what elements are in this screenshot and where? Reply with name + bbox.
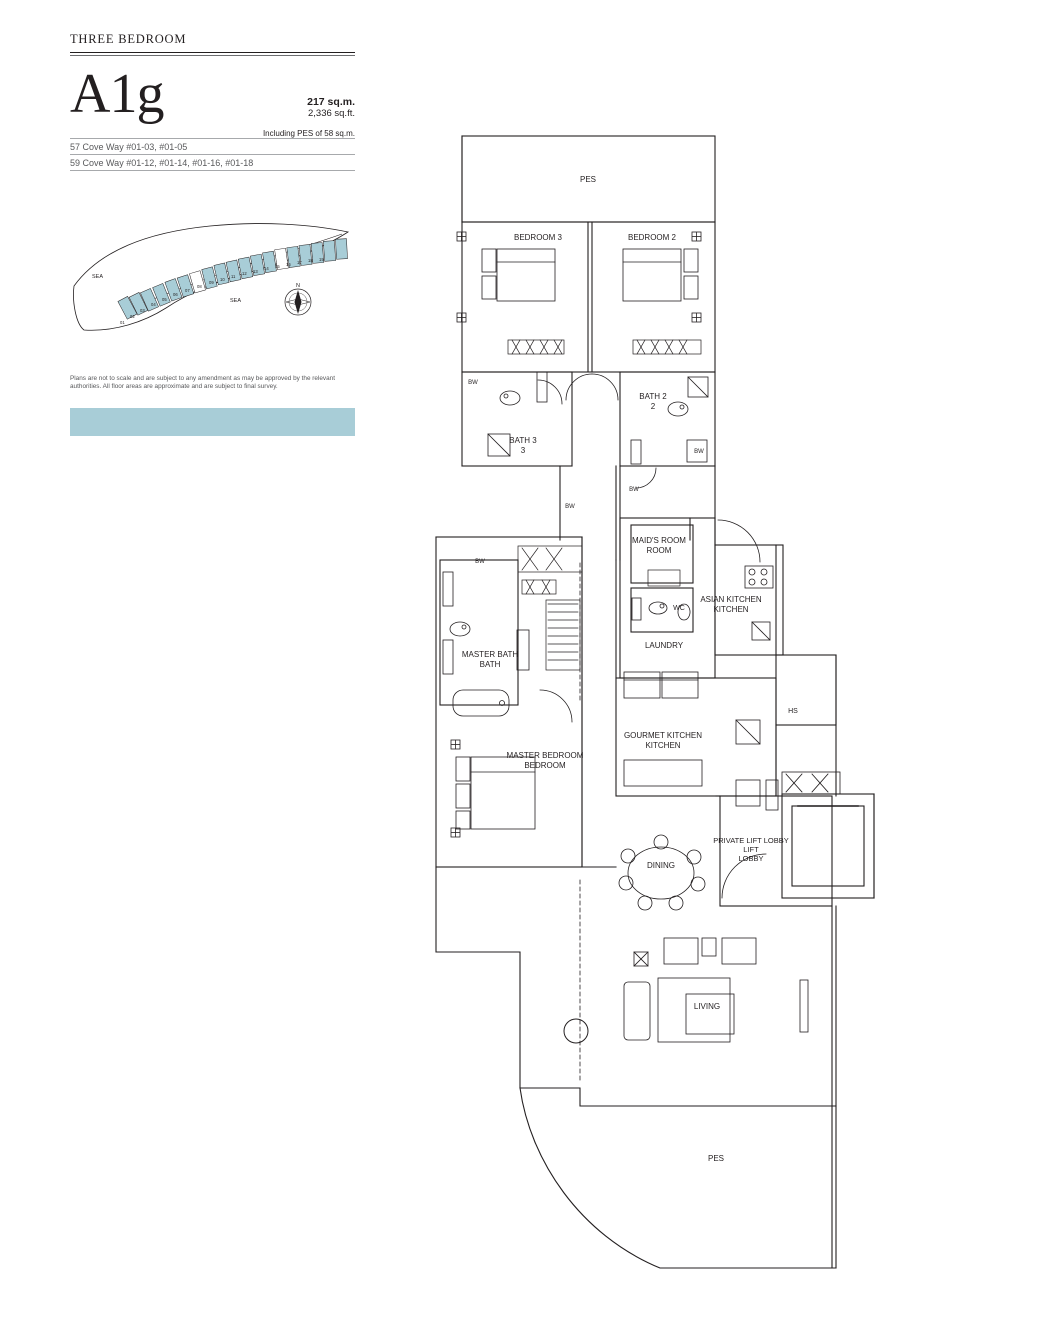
console <box>800 980 808 1032</box>
svg-text:2: 2 <box>650 402 656 411</box>
svg-text:ROOM: ROOM <box>646 546 672 555</box>
basin <box>649 602 667 614</box>
label-bw-4: BW <box>629 487 639 493</box>
svg-text:N: N <box>296 283 300 289</box>
svg-text:19: 19 <box>319 257 324 262</box>
label-master-bath: MASTER BATH <box>461 650 519 659</box>
area-note: Including PES of 58 sq.m. <box>262 129 355 138</box>
bw-duct <box>537 372 547 402</box>
label-bath-3: BATH 3 <box>509 436 537 445</box>
hs-closet-outline <box>776 655 836 725</box>
basin <box>500 391 520 405</box>
room-labels <box>462 175 798 1163</box>
svg-text:07: 07 <box>185 288 190 293</box>
kitchen-island <box>624 760 702 786</box>
bed-master <box>456 757 535 829</box>
label-bw-5: BW <box>475 559 485 565</box>
label-maids-room: MAID'S ROOM <box>632 536 686 545</box>
label-dining: DINING <box>647 861 675 870</box>
hob <box>745 566 773 588</box>
svg-text:10: 10 <box>220 277 225 282</box>
svg-text:LOBBY: LOBBY <box>738 854 764 863</box>
unit-code: A1g <box>70 63 164 125</box>
bath-3-outline <box>462 372 572 466</box>
svg-text:01: 01 <box>120 320 125 325</box>
hob <box>736 780 760 806</box>
category-title: THREE BEDROOM <box>70 32 187 46</box>
bed-bedroom-2 <box>623 249 698 301</box>
lift-shaft-outline <box>782 794 874 898</box>
label-wc: WC <box>673 605 685 612</box>
svg-text:04: 04 <box>151 302 156 307</box>
svg-text:02: 02 <box>130 314 135 319</box>
door-swing <box>718 520 760 562</box>
label-bedroom-2: BEDROOM 2 <box>627 233 677 242</box>
label-bedroom-3: BEDROOM 3 <box>513 233 563 242</box>
label-hs: HS <box>788 708 798 715</box>
pes-curve <box>520 1088 836 1268</box>
label-bath-2: BATH 2 <box>639 392 667 401</box>
sea-label-right: SEA <box>230 298 242 304</box>
door-swing <box>540 690 572 722</box>
living-furniture <box>624 938 808 1042</box>
svg-text:KITCHEN: KITCHEN <box>713 605 749 614</box>
disclaimer-text: Plans are not to scale and are subject to any amendment as may be approved by the relevant authorities. All floor areas are approximate and are subject to final survey. <box>70 375 336 391</box>
svg-text:13: 13 <box>253 269 258 274</box>
dining-set <box>619 835 705 910</box>
column <box>564 1019 588 1043</box>
svg-text:05: 05 <box>162 297 167 302</box>
svg-text:BEDROOM: BEDROOM <box>524 761 566 770</box>
label-gourmet-kitchen: GOURMET KITCHEN <box>623 731 703 740</box>
lobby-wardrobe <box>766 772 840 810</box>
lift-car <box>792 806 864 886</box>
label-laundry: LAUNDRY <box>644 641 684 650</box>
svg-text:14: 14 <box>264 266 269 271</box>
svg-text:15: 15 <box>275 264 280 269</box>
svg-text:BATH: BATH <box>479 660 501 669</box>
svg-text:12: 12 <box>242 271 247 276</box>
svg-text:KITCHEN: KITCHEN <box>645 741 681 750</box>
label-pes-lower: PES <box>707 1154 725 1163</box>
wardrobe-bedroom-3 <box>508 340 564 354</box>
address-line-2: 59 Cove Way #01-12, #01-14, #01-16, #01-18 <box>70 158 254 168</box>
svg-text:17: 17 <box>297 260 302 265</box>
svg-text:08: 08 <box>197 284 202 289</box>
envelope-left <box>436 867 836 1106</box>
lift-lobby-outline <box>720 796 832 906</box>
address-line-1: 57 Cove Way #01-03, #01-05 <box>70 142 188 152</box>
label-bw-2: BW <box>694 449 704 455</box>
bathtub <box>453 690 509 716</box>
svg-text:18: 18 <box>308 258 313 263</box>
laundry-appliances <box>624 672 698 698</box>
basin <box>450 622 470 636</box>
walk-in-wardrobe <box>518 546 582 670</box>
svg-text:06: 06 <box>173 292 178 297</box>
svg-text:16: 16 <box>286 262 291 267</box>
svg-text:03: 03 <box>140 308 145 313</box>
bed-bedroom-3 <box>482 249 555 301</box>
armchair <box>624 982 650 1040</box>
svg-text:3: 3 <box>520 446 526 455</box>
svg-text:LIFT: LIFT <box>743 845 759 854</box>
label-pes-upper: PES <box>579 175 597 184</box>
area-sqft: 2,336 sq.ft. <box>307 108 355 119</box>
svg-text:11: 11 <box>231 274 236 279</box>
sea-label-left: SEA <box>92 274 104 280</box>
label-asian-kitchen: ASIAN KITCHEN <box>700 595 762 604</box>
basin <box>668 402 688 416</box>
maid-bed <box>648 570 680 586</box>
label-bw-3: BW <box>565 504 575 510</box>
area-sqm: 217 sq.m. <box>307 96 355 108</box>
label-master-bedroom: MASTER BEDROOM <box>506 751 584 760</box>
label-bw-1: BW <box>468 380 478 386</box>
label-private-lift-lobby: PRIVATE LIFT LOBBY <box>713 836 789 845</box>
svg-text:09: 09 <box>209 280 214 285</box>
label-living: LIVING <box>693 1002 721 1011</box>
wardrobe-bedroom-2 <box>633 340 701 354</box>
